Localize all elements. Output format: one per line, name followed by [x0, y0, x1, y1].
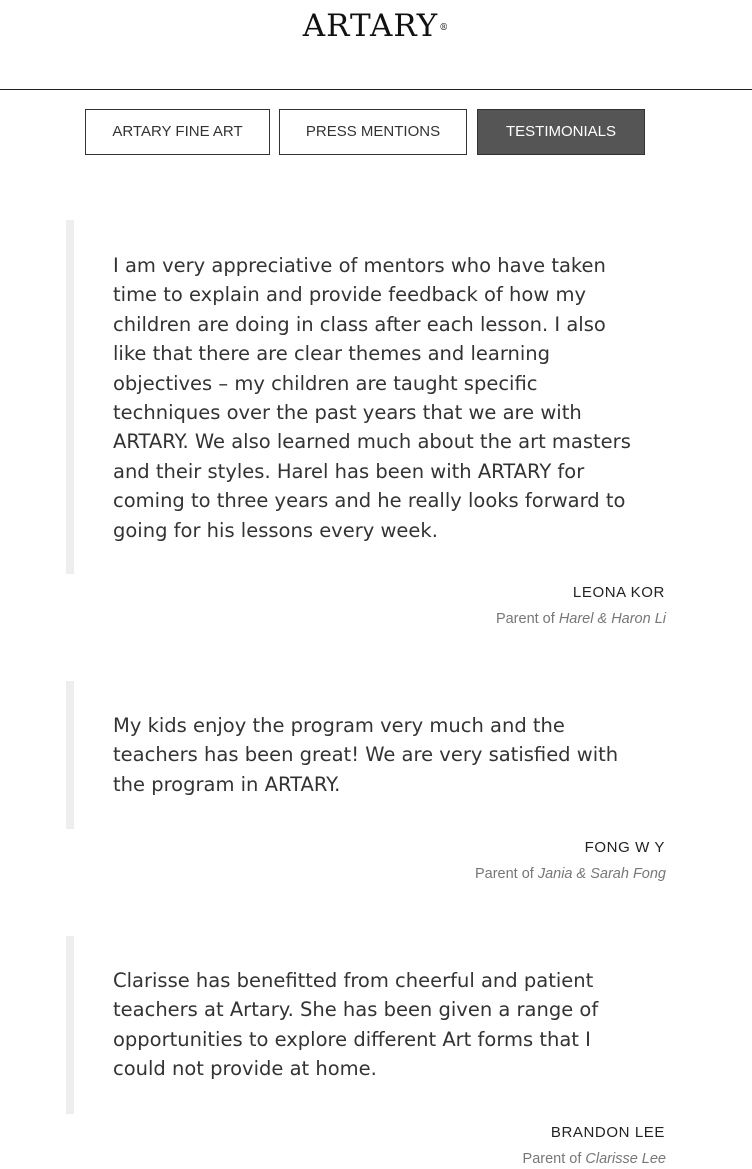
quote-bar [66, 681, 74, 829]
testimonial-parent-of [523, 1151, 666, 1167]
testimonial-parent-of [496, 611, 666, 627]
site-header [0, 0, 752, 90]
testimonial-quote: I am very appreciative of mentors who have taken time to explain and provide feedback of how my children are doing in class after each lesson. I also like that there are clear themes and learning objectives – my children are taught specific techniques over the past years that we are with ARTARY. We also learned much about the art masters and their styles. Harel has been with ARTARY for coming to three years and he really looks forward to going for his lessons every week. [113, 254, 631, 542]
brand-name: ARTARY [302, 8, 439, 44]
tab-artary-fine-art[interactable]: ARTARY FINE ART [85, 109, 270, 155]
testimonial-quote: My kids enjoy the program very much and the teachers has been great! We are very satisfied with the program in ARTARY. [113, 714, 619, 796]
quote-bar [66, 220, 74, 574]
children-names: Jania & Sarah Fong [537, 866, 666, 882]
testimonial-quote: Clarisse has benefitted from cheerful and patient teachers at Artary. She has been given a range of opportunities to explore different Art forms that I could not provide at home. [113, 969, 599, 1081]
tab-testimonials[interactable]: TESTIMONIALS [477, 109, 645, 155]
parent-prefix: Parent of [522, 1151, 586, 1167]
quote-bar [66, 936, 74, 1114]
children-names: Harel & Haron Li [558, 611, 666, 627]
brand-logo[interactable] [0, 6, 752, 46]
testimonial-author: LEONA KOR [572, 584, 665, 601]
testimonial-parent-of [475, 866, 666, 882]
parent-prefix: Parent of [495, 611, 559, 627]
parent-prefix: Parent of [474, 866, 538, 882]
testimonial-author: FONG W Y [584, 839, 665, 856]
children-names: Clarisse Lee [585, 1151, 666, 1167]
tab-press-mentions[interactable]: PRESS MENTIONS [279, 109, 467, 155]
testimonial-author: BRANDON LEE [550, 1124, 665, 1141]
registered-mark: ® [439, 23, 450, 33]
